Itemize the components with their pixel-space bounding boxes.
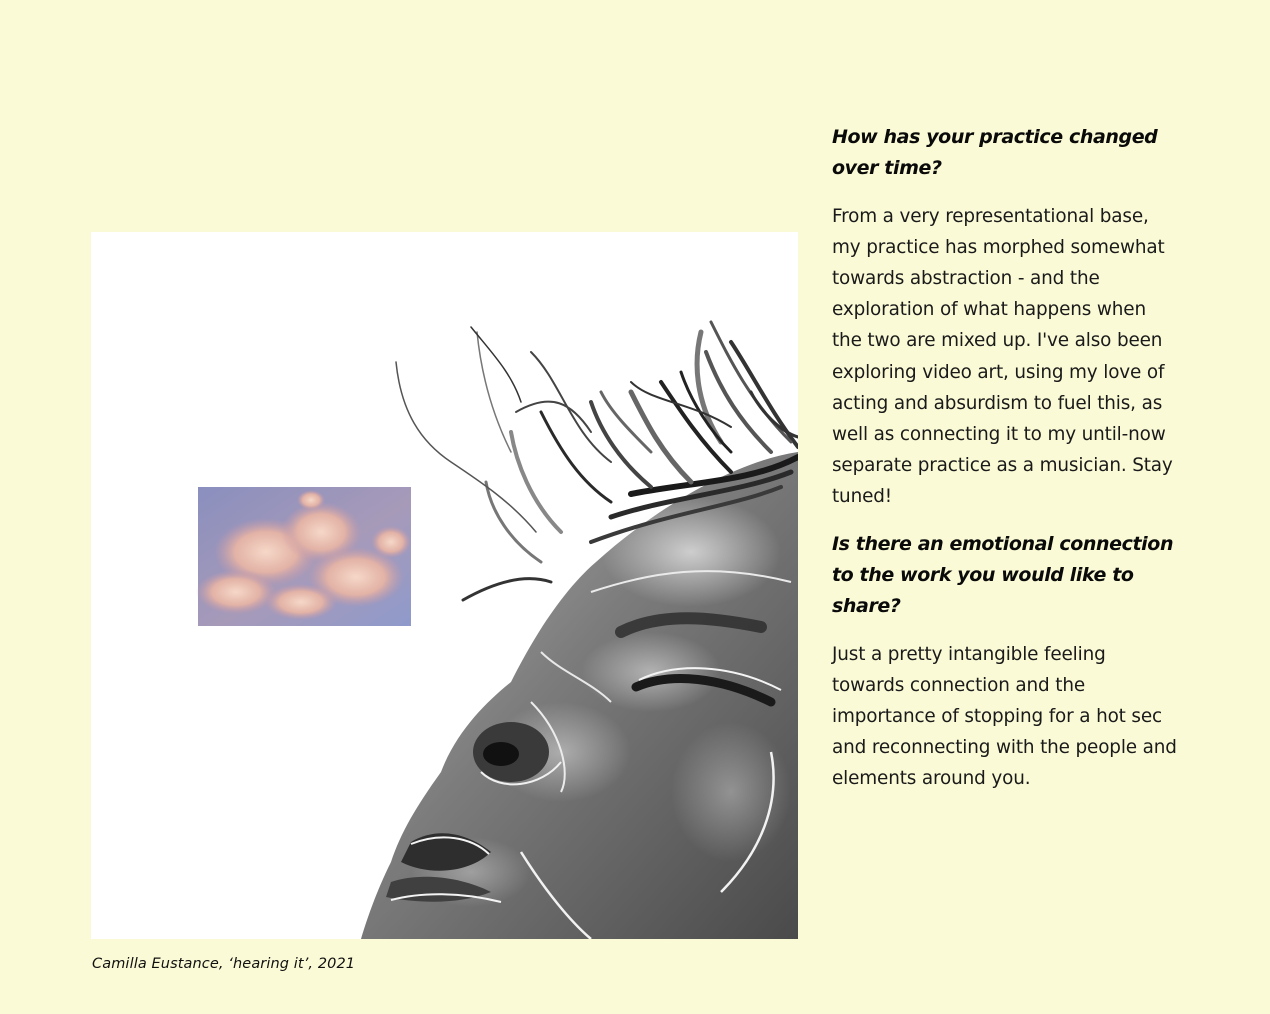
interview-text [832, 122, 1177, 811]
answer-practice-change: From a very representational base, my practice has morphed somewhat towards abstraction - and the exploration of what happens when the two are mixed up. I've also been exploring video art, using my love of acting and absurdism to fuel this, as well as connecting it to my until-now separate practice as a musician. Stay tuned! [832, 205, 1173, 508]
face-painting [361, 452, 798, 939]
artwork-image [91, 232, 798, 939]
answer-emotional-connection: Just a pretty intangible feeling towards connection and the importance of stopping for a hot sec and reconnecting with the people and elements around you. [832, 643, 1177, 790]
artwork-caption: Camilla Eustance, ‘hearing it’, 2021 [92, 956, 356, 972]
question-practice-change: How has your practice changed over time? [832, 126, 1158, 180]
cloud-photo [196, 487, 411, 626]
artwork-illustration [91, 232, 798, 939]
question-emotional-connection: Is there an emotional connection to the work you would like to share? [832, 532, 1174, 618]
